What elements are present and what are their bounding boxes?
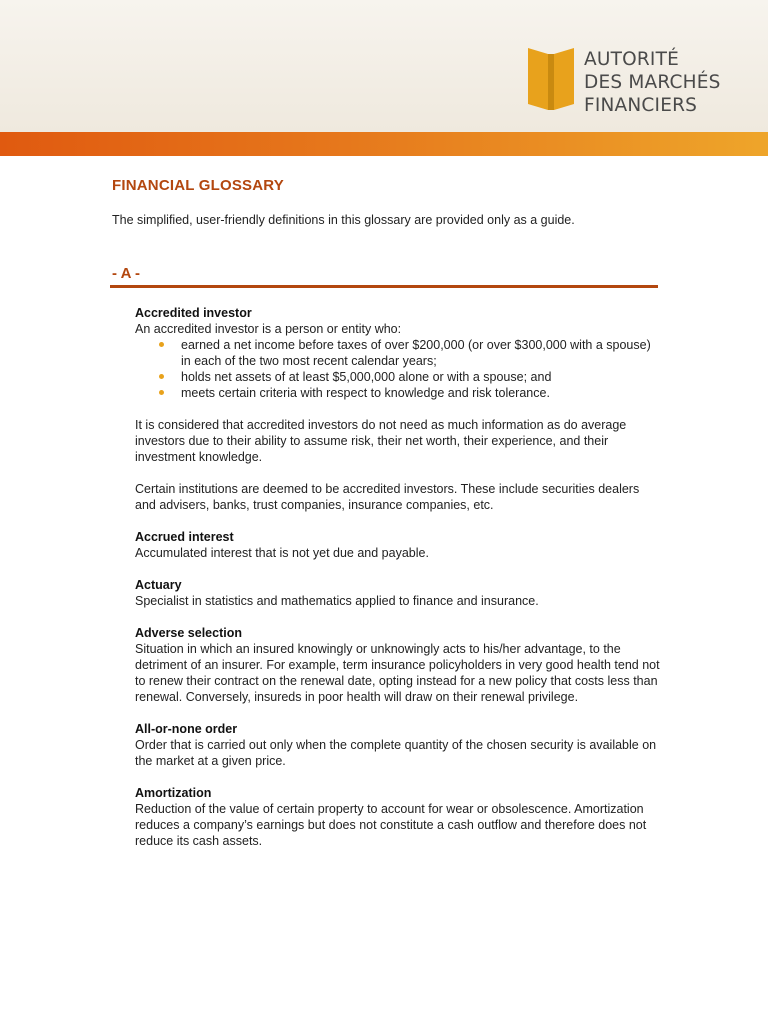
bullet-icon	[159, 390, 164, 395]
amf-logo	[528, 42, 748, 118]
list-item	[135, 337, 660, 369]
criteria-list	[135, 337, 660, 401]
entry-definition: Reduction of the value of certain property to account for wear or obsolescence. Amortization reduces a company’s earnings but does not constitute a cash outflow and therefore does not reduce its cash assets.	[135, 802, 647, 848]
list-item	[135, 369, 660, 385]
entry-term: Amortization	[135, 786, 212, 800]
section-heading: - A -	[112, 265, 141, 282]
entry-term: Accredited investor	[135, 306, 252, 320]
glossary-entry	[135, 305, 660, 513]
entry-term: Actuary	[135, 578, 182, 592]
logo-mark-icon	[528, 46, 574, 112]
bullet-text: earned a net income before taxes of over $200,000 (or over $300,000 with a spouse) in each of the two most recent calendar years;	[181, 338, 651, 368]
glossary-entry	[135, 785, 660, 849]
entry-lead: An accredited investor is a person or entity who:	[135, 322, 402, 336]
glossary-entry	[135, 529, 660, 561]
logo-line-1: AUTORITÉ	[584, 49, 679, 70]
list-item	[135, 385, 660, 401]
entry-term: All-or-none order	[135, 722, 238, 736]
entry-definition: Accumulated interest that is not yet due and payable.	[135, 546, 429, 560]
entry-paragraph: Certain institutions are deemed to be accredited investors. These include securities dealers and advisers, banks, trust companies, insurance companies, etc.	[135, 482, 640, 512]
section-divider	[110, 285, 658, 288]
bullet-icon	[159, 342, 164, 347]
entry-term: Adverse selection	[135, 626, 242, 640]
entry-definition: Situation in which an insured knowingly or unknowingly acts to his/her advantage, to the detriment of an insurer. For example, term insurance policyholders in very good health tend not to renew their contract on the renewal date, opting instead for a new policy that costs less than renewal. Conversely, insureds in poor health will draw on their renewal privilege.	[135, 642, 660, 704]
entry-paragraph: It is considered that accredited investors do not need as much information as do average investors due to their ability to assume risk, their net worth, their experience, and their investment knowledge.	[135, 418, 627, 464]
intro-text: The simplified, user-friendly definitions in this glossary are provided only as a guide.	[112, 213, 575, 227]
logo-line-3: FINANCIERS	[584, 95, 698, 116]
glossary-entry	[135, 625, 660, 705]
entry-term: Accrued interest	[135, 530, 234, 544]
glossary-entry	[135, 577, 660, 609]
bullet-icon	[159, 374, 164, 379]
glossary-entries	[135, 305, 660, 865]
bullet-text: holds net assets of at least $5,000,000 alone or with a spouse; and	[181, 370, 552, 384]
logo-text	[584, 48, 721, 117]
entry-definition: Specialist in statistics and mathematics applied to finance and insurance.	[135, 594, 539, 608]
bullet-text: meets certain criteria with respect to knowledge and risk tolerance.	[181, 386, 550, 400]
glossary-entry	[135, 721, 660, 769]
logo-line-2: DES MARCHÉS	[584, 72, 721, 93]
page-title: FINANCIAL GLOSSARY	[112, 177, 284, 194]
entry-definition: Order that is carried out only when the complete quantity of the chosen security is available on the market at a given price.	[135, 738, 657, 768]
header-stripe	[0, 132, 768, 156]
